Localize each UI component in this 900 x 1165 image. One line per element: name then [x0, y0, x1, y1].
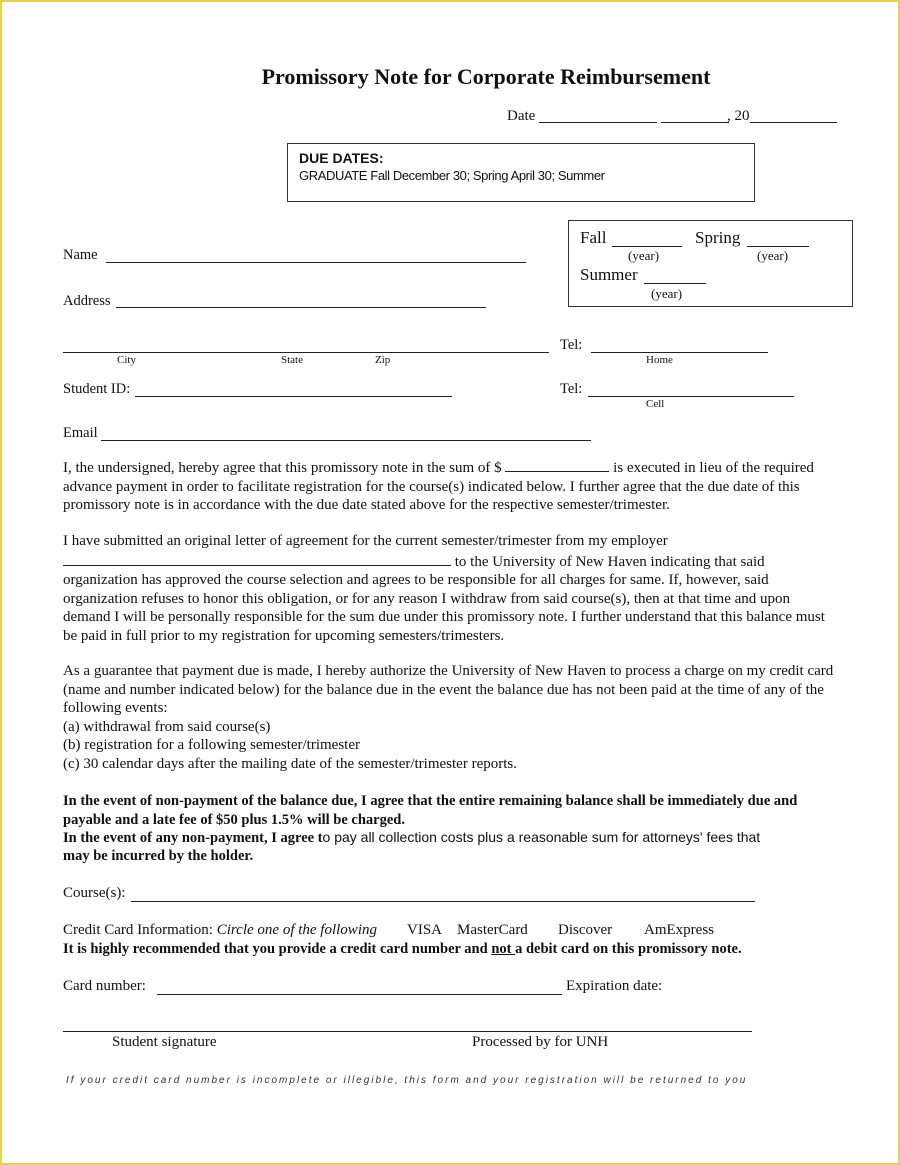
late-fee-warning: In the event of non-payment of the balance due, I agree that the entire remaining balance shall be immediately due and payable and a late fee of $50 plus 1.5% will be charged.	[63, 793, 798, 828]
date-year-prefix: , 20	[727, 108, 750, 124]
processed-by-caption: Processed by for UNH	[472, 1034, 609, 1050]
recommendation-not: not	[491, 941, 516, 957]
holder-warning: may be incurred by the holder.	[63, 848, 254, 864]
term-fall-year-field[interactable]	[612, 246, 682, 247]
term-spring-year-hint: (year)	[757, 248, 789, 263]
recommendation-end: a debit card on this promissory note.	[515, 941, 742, 957]
email-field[interactable]	[101, 440, 591, 441]
card-number-label: Card number:	[63, 978, 146, 994]
due-dates-text: GRADUATE Fall December 30; Spring April 30; Summer	[299, 168, 605, 183]
home-caption: Home	[646, 354, 673, 366]
paragraph-guarantee-text: As a guarantee that payment due is made, I hereby authorize the University of New Haven to process a charge on my credit card (name and number indicated below) for the balance due in the event the balance due has not been paid at the time of any of the following events:	[63, 663, 834, 717]
expiration-date-label: Expiration date:	[566, 978, 663, 994]
term-summer-year-hint: (year)	[651, 286, 683, 301]
paragraph-employer	[63, 532, 838, 646]
card-option-visa[interactable]: VISA	[407, 922, 443, 938]
paragraph-sum-start: I, the undersigned, hereby agree that this promissory note in the sum of $	[63, 460, 502, 476]
date-label: Date	[507, 108, 536, 124]
name-label: Name	[63, 247, 98, 263]
courses-label: Course(s):	[63, 885, 126, 901]
email-label: Email	[63, 425, 98, 441]
tel-home-field[interactable]	[591, 352, 768, 353]
zip-caption: Zip	[375, 354, 391, 366]
credit-card-recommendation	[63, 941, 742, 958]
event-b: (b) registration for a following semester/trimester	[63, 737, 360, 754]
event-a: (a) withdrawal from said course(s)	[63, 718, 271, 735]
date-month-field[interactable]	[539, 122, 657, 123]
collection-costs-bold: In the event of any non-payment, I agree t	[63, 830, 323, 846]
city-state-zip-field[interactable]	[63, 352, 549, 353]
signature-line[interactable]	[63, 1031, 752, 1032]
card-option-discover[interactable]: Discover	[558, 922, 613, 938]
name-field[interactable]	[106, 262, 526, 263]
paragraph-employer-start: I have submitted an original letter of agreement for the current semester/trimester from my employer	[63, 533, 668, 549]
card-option-mastercard[interactable]: MasterCard	[457, 922, 528, 938]
address-field[interactable]	[116, 307, 486, 308]
cell-caption: Cell	[646, 398, 665, 410]
student-id-field[interactable]	[135, 396, 452, 397]
tel-home-label: Tel:	[560, 337, 583, 353]
employer-field[interactable]	[63, 551, 451, 566]
term-spring-label: Spring	[695, 228, 741, 247]
student-id-label: Student ID:	[63, 381, 131, 397]
collection-costs-rest: o pay all collection costs plus a reasonable sum for attorneys' fees that	[322, 829, 761, 845]
term-box	[568, 220, 853, 307]
credit-card-label: Credit Card Information:	[63, 922, 213, 938]
state-caption: State	[281, 354, 303, 366]
card-option-amexpress[interactable]: AmExpress	[644, 922, 714, 938]
term-summer-year-field[interactable]	[644, 283, 706, 284]
credit-card-info	[63, 922, 377, 939]
collection-costs-warning	[63, 829, 760, 847]
term-fall-year-hint: (year)	[628, 248, 660, 263]
term-summer-label: Summer	[580, 265, 638, 284]
sum-amount-field[interactable]	[505, 457, 609, 472]
date-day-field[interactable]	[661, 122, 729, 123]
address-label: Address	[63, 293, 111, 309]
date-year-field[interactable]	[750, 122, 837, 123]
paragraph-guarantee	[63, 662, 838, 774]
paragraph-employer-end: to the University of New Haven indicating that said organization has approved the course selection and agrees to be responsible for all charges for same. If, however, said organization refuses to honor this obligation, or for any reason I withdraw from said course(s), then at that time and upon demand I will be personally responsible for the sum due under this promissory note. I further understand that this balance must be paid in full prior to my registration for upcoming semesters/trimesters.	[63, 553, 825, 644]
city-caption: City	[117, 354, 136, 366]
courses-field[interactable]	[131, 901, 755, 902]
student-signature-caption: Student signature	[112, 1034, 217, 1050]
card-number-field[interactable]	[157, 994, 562, 995]
tel-cell-label: Tel:	[560, 381, 583, 397]
paragraph-sum	[63, 457, 838, 515]
term-fall-label: Fall	[580, 228, 607, 247]
recommendation-start: It is highly recommended that you provide a credit card number and	[63, 941, 492, 957]
footnote: If your credit card number is incomplete or illegible, this form and your registration will be returned to you	[66, 1075, 748, 1086]
due-dates-box	[287, 143, 755, 202]
circle-instruction: Circle one of the following	[216, 922, 377, 938]
tel-cell-field[interactable]	[588, 396, 794, 397]
page-title: Promissory Note for Corporate Reimbursement	[261, 64, 711, 89]
due-dates-heading: DUE DATES:	[299, 150, 384, 166]
term-spring-year-field[interactable]	[747, 246, 809, 247]
event-c: (c) 30 calendar days after the mailing date of the semester/trimester reports.	[63, 755, 517, 772]
paragraph-sum-end: is executed in lieu of the required advance payment in order to facilitate registration for the course(s) indicated below. I further agree that the due date of this promissory note is in accordance with the due date stated above for the respective semester/trimester.	[63, 460, 814, 514]
